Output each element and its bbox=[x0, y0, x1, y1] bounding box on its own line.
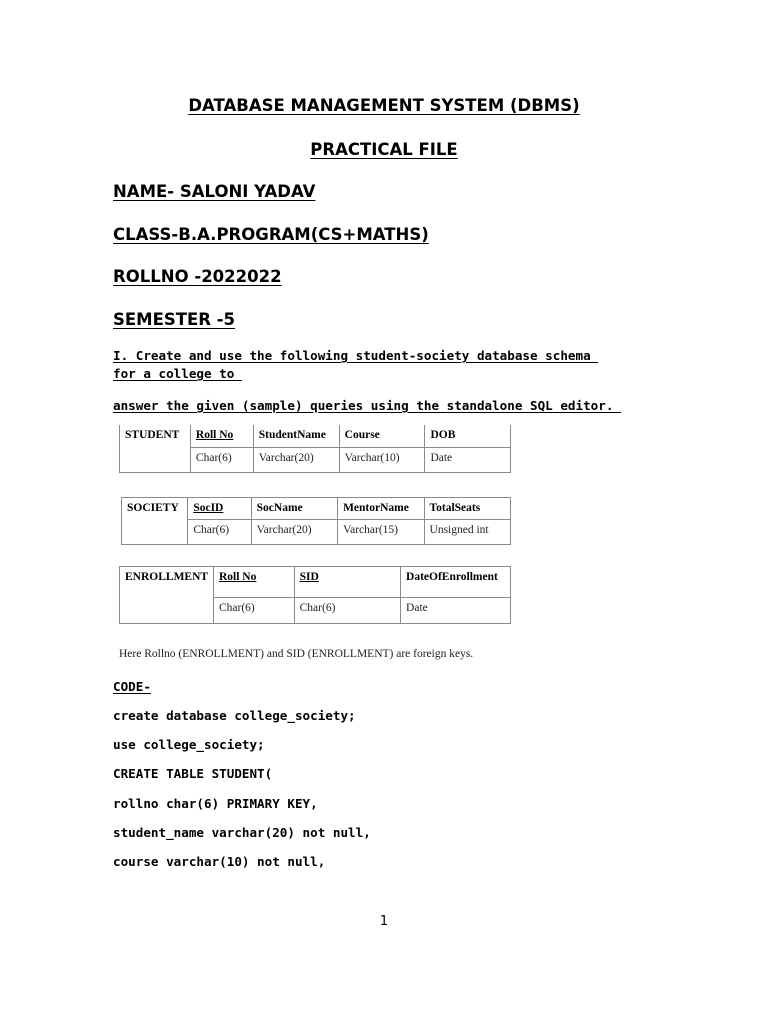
column-type: Varchar(10) bbox=[339, 447, 425, 472]
column-header: Roll No bbox=[190, 425, 253, 447]
question-line-3: answer the given (sample) queries using the standalone SQL editor. bbox=[113, 398, 621, 413]
student-name: NAME- SALONI YADAV bbox=[113, 182, 316, 201]
code-line: course varchar(10) not null, bbox=[113, 854, 326, 869]
question-line-1: I. Create and use the following student-society database schema bbox=[113, 348, 599, 363]
column-header: Course bbox=[339, 425, 425, 447]
column-header: StudentName bbox=[253, 425, 339, 447]
roll-number: ROLLNO -2022022 bbox=[113, 267, 282, 286]
enrollment-schema-table bbox=[119, 566, 511, 624]
document-title: DATABASE MANAGEMENT SYSTEM (DBMS) bbox=[188, 96, 580, 115]
code-line: create database college_society; bbox=[113, 708, 356, 723]
code-line: student_name varchar(20) not null, bbox=[113, 825, 371, 840]
foreign-key-note: Here Rollno (ENROLLMENT) and SID (ENROLLMENT) are foreign keys. bbox=[119, 648, 474, 660]
table-label: STUDENT bbox=[120, 425, 191, 472]
column-header: TotalSeats bbox=[424, 498, 510, 520]
column-header: SID bbox=[294, 567, 400, 598]
column-header: MentorName bbox=[338, 498, 424, 520]
table-label: ENROLLMENT bbox=[120, 567, 214, 624]
column-type: Varchar(20) bbox=[251, 520, 337, 545]
question-line-2: for a college to bbox=[113, 366, 242, 381]
column-type: Unsigned int bbox=[424, 520, 510, 545]
code-line: CREATE TABLE STUDENT( bbox=[113, 766, 273, 781]
table-label: SOCIETY bbox=[122, 498, 188, 545]
column-type: Char(6) bbox=[188, 520, 251, 545]
column-type: Char(6) bbox=[190, 447, 253, 472]
page-number: 1 bbox=[379, 914, 389, 929]
student-schema-table bbox=[119, 425, 511, 473]
column-header: SocName bbox=[251, 498, 337, 520]
column-header: SocID bbox=[188, 498, 251, 520]
column-header: DateOfEnrollment bbox=[401, 567, 511, 598]
semester: SEMESTER -5 bbox=[113, 310, 236, 329]
society-schema-table bbox=[121, 497, 511, 545]
column-type: Varchar(20) bbox=[253, 447, 339, 472]
column-type: Date bbox=[401, 598, 511, 624]
code-line: use college_society; bbox=[113, 737, 265, 752]
document-subtitle: PRACTICAL FILE bbox=[310, 140, 458, 159]
column-type: Char(6) bbox=[294, 598, 400, 624]
column-type: Char(6) bbox=[213, 598, 294, 624]
column-header: DOB bbox=[425, 425, 511, 447]
code-heading: CODE- bbox=[113, 679, 151, 694]
column-type: Varchar(15) bbox=[338, 520, 424, 545]
student-class: CLASS-B.A.PROGRAM(CS+MATHS) bbox=[113, 225, 429, 244]
column-type: Date bbox=[425, 447, 511, 472]
code-line: rollno char(6) PRIMARY KEY, bbox=[113, 796, 318, 811]
column-header: Roll No bbox=[213, 567, 294, 598]
